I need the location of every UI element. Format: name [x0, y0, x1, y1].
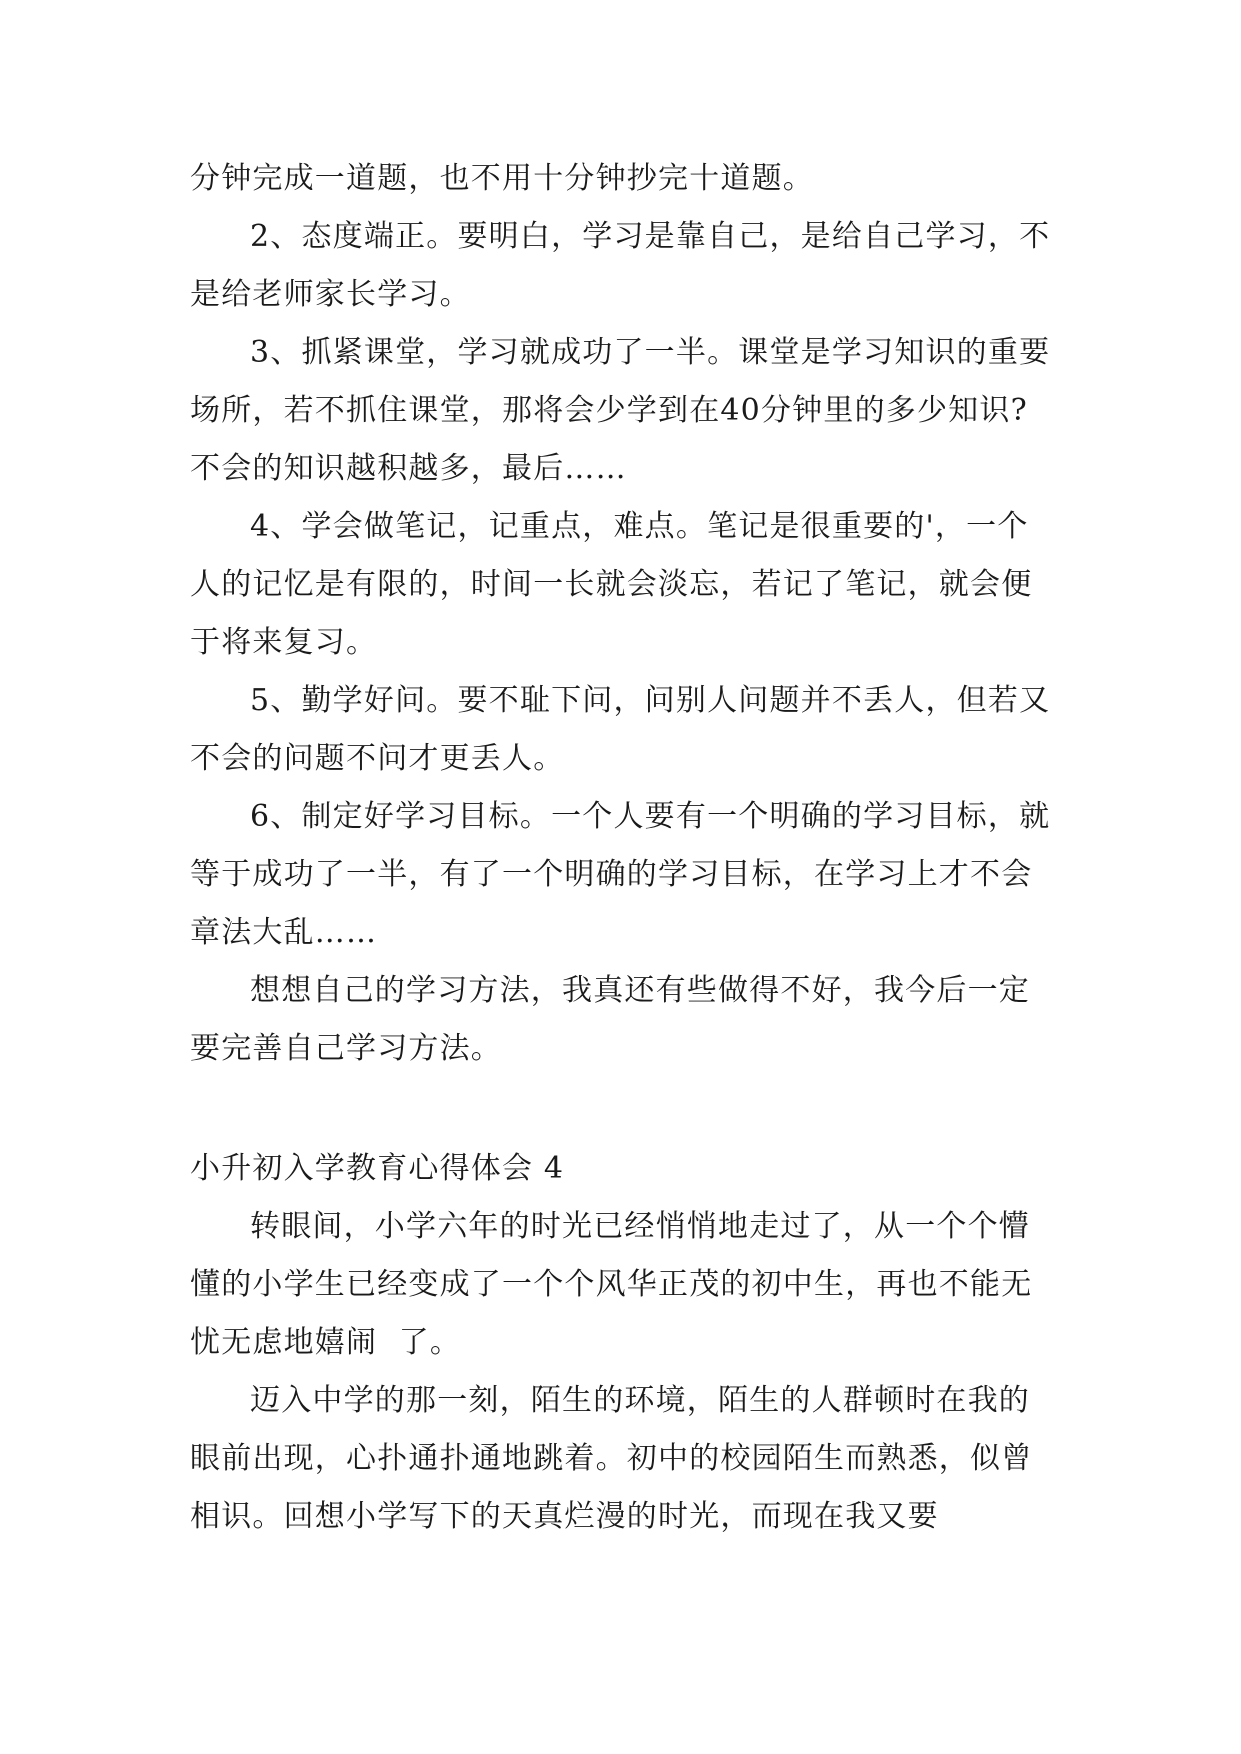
- paragraph-reflection: 想想自己的学习方法，我真还有些做得不好，我今后一定要完善自己学习方法。: [190, 973, 1030, 1066]
- section-heading: 小升初入学教育心得体会 4: [190, 1151, 565, 1186]
- paragraph-intro: 转眼间，小学六年的时光已经悄悄地走过了，从一个个懵懂的小学生已经变成了一个个风华正茂的初中生，再也不能无忧无虑地嬉闹 了。: [190, 1209, 1033, 1360]
- paragraph-school-entry: 迈入中学的那一刻，陌生的环境，陌生的人群顿时在我的眼前出现，心扑通扑通地跳着。初中的校园陌生而熟悉，似曾相识。回想小学写下的天真烂漫的时光，而现在我又要: [190, 1383, 1033, 1534]
- paragraph-item-3: 3、抓紧课堂，学习就成功了一半。课堂是学习知识的重要场所，若不抓住课堂，那将会少学到在40分钟里的多少知识?不会的知识越积越多，最后……: [190, 335, 1051, 486]
- paragraph-continuation: 分钟完成一道题，也不用十分钟抄完十道题。: [190, 161, 814, 196]
- paragraph-item-5: 5、勤学好问。要不耻下问，问别人问题并不丢人，但若又不会的问题不问才更丢人。: [190, 683, 1051, 776]
- paragraph-item-6: 6、制定好学习目标。一个人要有一个明确的学习目标，就等于成功了一半，有了一个明确的学习目标，在学习上才不会章法大乱……: [190, 799, 1051, 950]
- paragraph-item-4: 4、学会做笔记，记重点，难点。笔记是很重要的'，一个人的记忆是有限的，时间一长就会淡忘，若记了笔记，就会便于将来复习。: [190, 509, 1033, 660]
- paragraph-item-2: 2、态度端正。要明白，学习是靠自己，是给自己学习，不是给老师家长学习。: [190, 219, 1051, 312]
- document-page: [190, 150, 1056, 1546]
